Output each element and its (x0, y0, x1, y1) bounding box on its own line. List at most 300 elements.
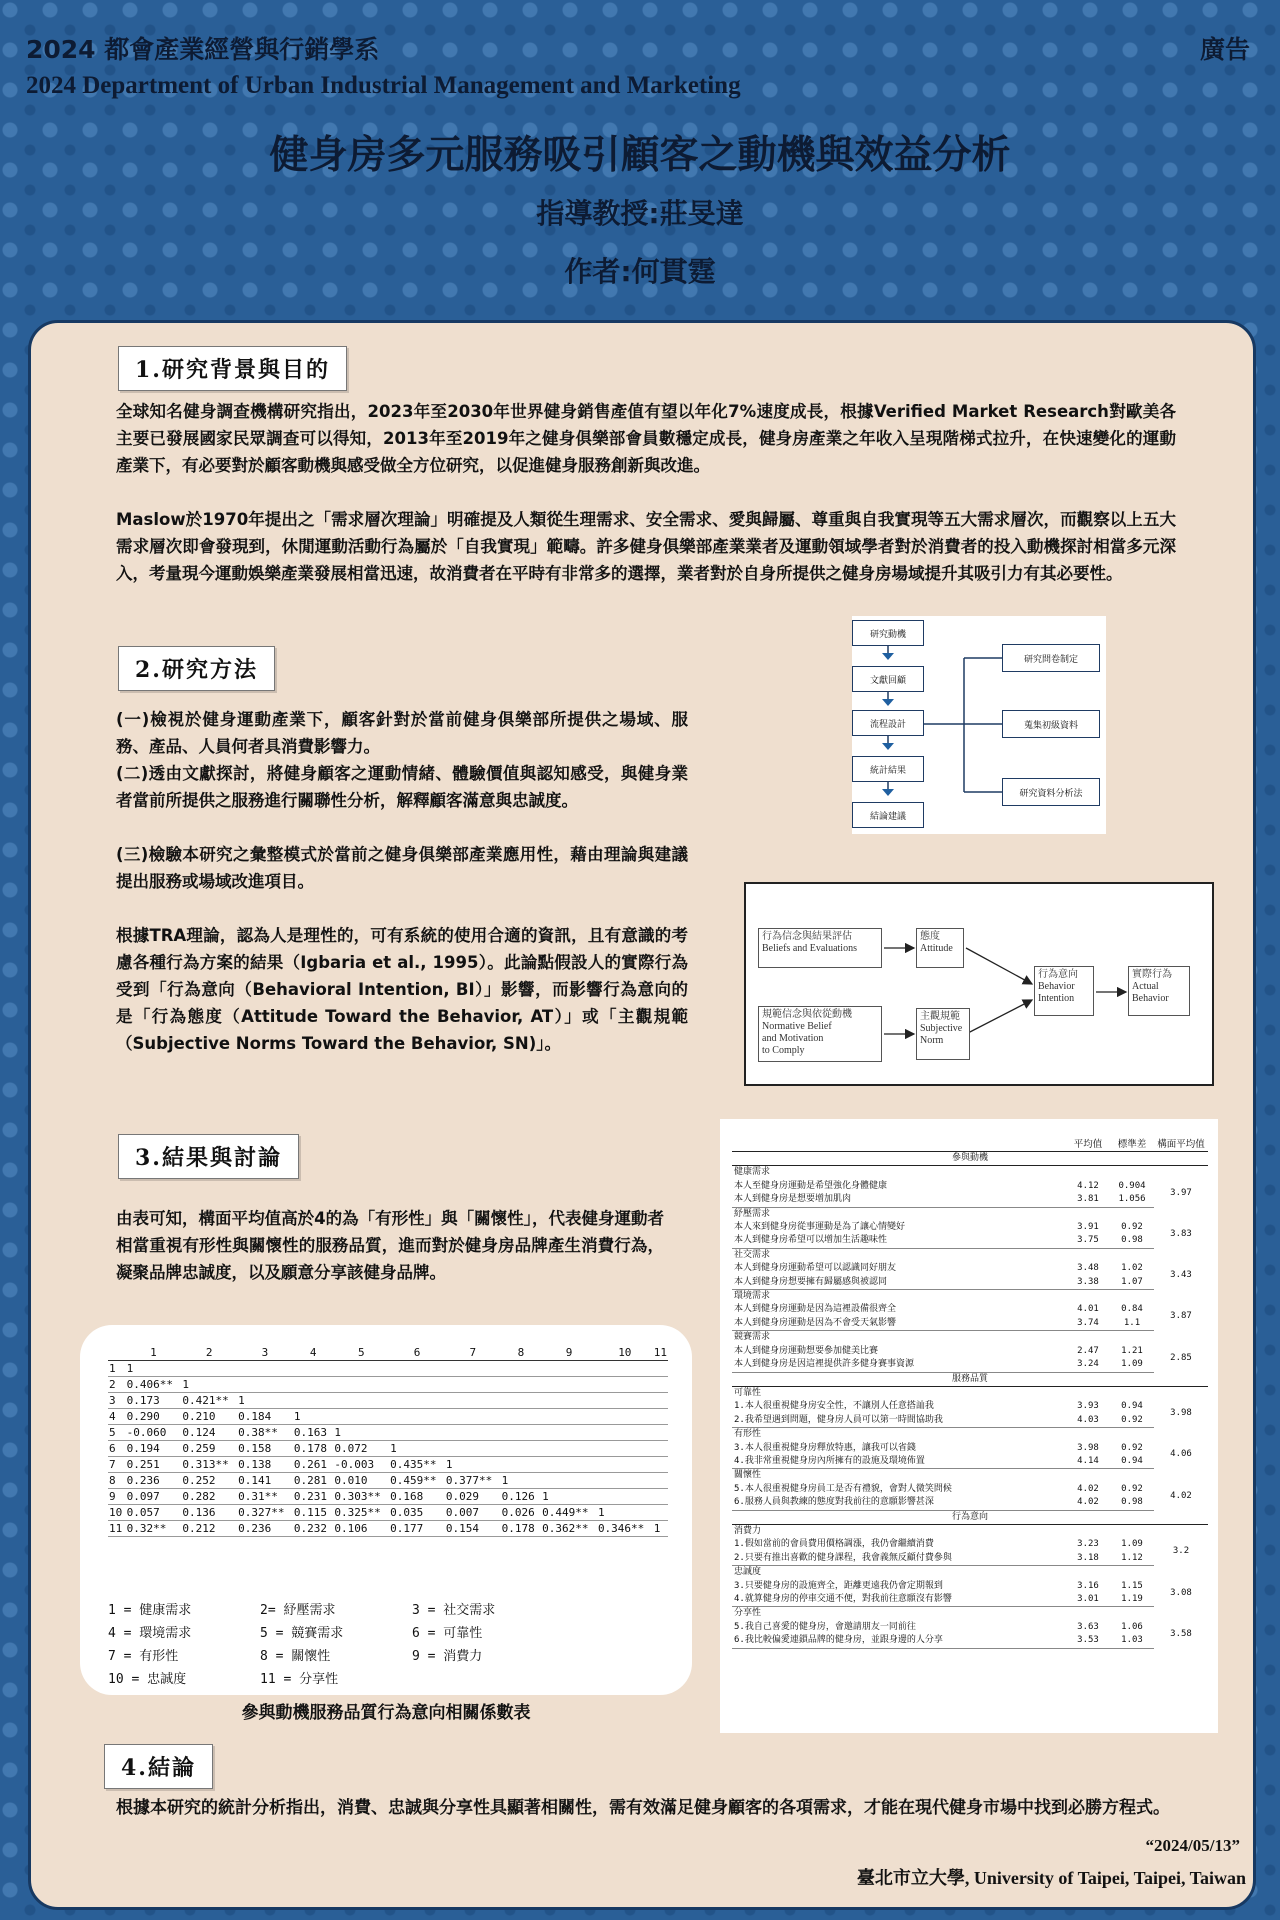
correlation-row-label: 1 (108, 1361, 126, 1377)
flow-node-literature: 文獻回顧 (852, 666, 924, 692)
correlation-cell: 0.178 (293, 1441, 334, 1457)
stats-item-label: 2.只要有推出喜歡的健身課程，我會義無反顧付費參與 (732, 1552, 1066, 1566)
legend-item: 9 = 消費力 (412, 1649, 483, 1664)
stats-mean: 4.14 (1066, 1455, 1110, 1469)
correlation-cell (653, 1457, 668, 1473)
correlation-cell (597, 1361, 653, 1377)
correlation-cell: 0.236 (126, 1473, 182, 1489)
correlation-cell: 0.236 (237, 1521, 293, 1537)
correlation-row (108, 1473, 668, 1489)
stats-item-label: 1.假如當前的會員費用價格調漲，我仍會繼續消費 (734, 1539, 934, 1550)
flow-node-results: 統計結果 (852, 756, 924, 782)
correlation-cell (653, 1361, 668, 1377)
tra-intention-node: 行為意向 Behavior Intention (1034, 966, 1094, 1016)
correlation-cell (333, 1393, 389, 1409)
stats-item-label: 5.本人很重視健身房員工是否有禮貌，會對人微笑問候 (734, 1483, 952, 1494)
correlation-cell (597, 1425, 653, 1441)
stats-sd: 0.92 (1121, 1483, 1143, 1494)
correlation-cell: 0.251 (126, 1457, 182, 1473)
flow-node-motivation: 研究動機 (852, 620, 924, 646)
correlation-cell: 1 (541, 1489, 597, 1505)
correlation-cell (389, 1361, 445, 1377)
correlation-cell (501, 1361, 542, 1377)
correlation-row-label: 9 (108, 1489, 126, 1505)
stats-mean: 3.74 (1066, 1317, 1110, 1331)
stats-construct-mean: 3.87 (1170, 1311, 1192, 1322)
correlation-cell: 0.057 (126, 1505, 182, 1521)
stats-row-grp (732, 1566, 1208, 1580)
correlation-col-header: 5 (333, 1345, 389, 1361)
stats-mean: 2.47 (1077, 1345, 1099, 1356)
stats-mean: 4.03 (1066, 1414, 1110, 1428)
stats-mean: 3.53 (1066, 1634, 1110, 1648)
correlation-cell: 0.232 (293, 1521, 334, 1537)
stats-row-grp (732, 1428, 1208, 1442)
stats-item-label: 3.只要健身房的設施齊全，距離更遠我仍會定期報到 (734, 1580, 943, 1591)
stats-row-item (732, 1593, 1208, 1607)
stats-construct-mean: 2.85 (1170, 1352, 1192, 1363)
stats-row-item (732, 1455, 1208, 1469)
stats-mean: 3.63 (1077, 1621, 1099, 1632)
correlation-cell (653, 1409, 668, 1425)
university-affiliation: 臺北市立大學, University of Taipei, Taipei, Taiwan (856, 1868, 1246, 1888)
tra-attitude-node: 態度 Attitude (916, 928, 964, 968)
legend-item: 6 = 可靠性 (412, 1626, 483, 1641)
correlation-cell (653, 1441, 668, 1457)
stats-row-item (732, 1303, 1208, 1316)
correlation-cell (597, 1473, 653, 1489)
stats-row-grp (732, 1386, 1208, 1400)
stats-sd: 0.94 (1121, 1401, 1143, 1412)
correlation-row (108, 1361, 668, 1377)
correlation-cell (653, 1377, 668, 1393)
stats-item-label: 本人到健身房是因這裡提供許多健身賽事資源 (732, 1358, 1066, 1372)
stats-construct-mean: 4.02 (1170, 1490, 1192, 1501)
correlation-row-label: 3 (108, 1393, 126, 1409)
correlation-cell (597, 1457, 653, 1473)
tra-actual-behavior-node: 實際行為 Actual Behavior (1128, 966, 1190, 1016)
correlation-row-label: 10 (108, 1505, 126, 1521)
correlation-cell: 0.290 (126, 1409, 182, 1425)
correlation-row (108, 1425, 668, 1441)
stats-item-label: 本人到健身房運動是因為不會受天氣影響 (732, 1317, 1066, 1331)
correlation-cell (541, 1409, 597, 1425)
correlation-cell (653, 1505, 668, 1521)
stats-row-item (732, 1317, 1208, 1331)
stats-item-label: 6.服務人員與教練的態度對我前往的意願影響甚深 (732, 1496, 1066, 1510)
author: 作者:何貫霆 (564, 255, 716, 288)
correlation-cell: 0.313** (181, 1457, 237, 1473)
correlation-cell (597, 1441, 653, 1457)
section-3-title: 3.結果與討論 (118, 1134, 299, 1179)
correlation-cell: 1 (389, 1441, 445, 1457)
flow-node-design: 流程設計 (852, 710, 924, 736)
stats-row-item (732, 1193, 1208, 1207)
conclusion-paragraph: 根據本研究的統計分析指出，消費、忠誠與分享性具顯著相關性，需有效滿足健身顧客的各項需求，才能在現代健身市場中找到必勝方程式。 (116, 1798, 1170, 1818)
stats-sd: 0.92 (1121, 1222, 1143, 1233)
correlation-cell: 0.177 (389, 1521, 445, 1537)
stats-row-grp (732, 1290, 1208, 1304)
stats-group-label: 社交需求 (734, 1249, 771, 1260)
tra-paragraph: 根據TRA理論，認為人是理性的，可有系統的使用合適的資訊，且有意識的考慮各種行為方案的結果（Igbaria et al., 1995）。此論點假設人的實際行為受到「行為意向（Behavioral Intention, BI）」影響，而影響行為意向的是「行為態度（Attitude Toward the Behavior, AT）」或「主觀規範（Subjective Norms Toward the Behavior, SN)」。 (116, 926, 688, 1053)
stats-item-label: 6.我比較偏愛連鎖品牌的健身房，並跟身邊的人分享 (732, 1634, 1066, 1648)
flow-node-data-collection: 蒐集初級資料 (1002, 710, 1100, 738)
correlation-row-label: 2 (108, 1377, 126, 1393)
stats-construct-mean: 3.08 (1170, 1587, 1192, 1598)
section-4-title: 4.結論 (104, 1744, 213, 1789)
correlation-cell: 0.141 (237, 1473, 293, 1489)
correlation-row (108, 1409, 668, 1425)
stats-item-label: 本人到健身房是想要增加肌肉 (732, 1193, 1066, 1207)
correlation-cell: 1 (181, 1377, 237, 1393)
stats-row-item (732, 1580, 1208, 1593)
correlation-col-header: 11 (653, 1346, 667, 1359)
flow-node-questionnaire: 研究問卷制定 (1002, 644, 1100, 672)
stats-sd: 0.92 (1110, 1414, 1154, 1428)
correlation-cell: 0.406** (126, 1377, 182, 1393)
correlation-cell: 0.346** (597, 1521, 653, 1537)
stats-group-label: 健康需求 (734, 1167, 771, 1178)
correlation-row-label: 8 (108, 1473, 126, 1489)
correlation-col-header: 3 (237, 1345, 293, 1361)
correlation-cell: 1 (333, 1425, 389, 1441)
correlation-cell (541, 1361, 597, 1377)
stats-sd: 1.03 (1110, 1634, 1154, 1648)
correlation-cell: 0.212 (181, 1521, 237, 1537)
stats-sd: 0.98 (1110, 1496, 1154, 1510)
correlation-cell (445, 1393, 501, 1409)
correlation-cell: 0.325** (333, 1505, 389, 1521)
correlation-cell: 0.173 (126, 1393, 182, 1409)
correlation-cell: 0.072 (333, 1441, 389, 1457)
correlation-cell: 0.106 (333, 1521, 389, 1537)
stats-row-item (732, 1483, 1208, 1496)
method-item-2: (二)透由文獻探討，將健身顧客之運動情緒、體驗價值與認知感受，與健身業者當前所提供之服務進行關聯性分析，解釋顧客滿意與忠誠度。 (116, 764, 688, 810)
stats-col-header: 標準差 (1110, 1135, 1154, 1152)
stats-mean: 3.48 (1077, 1263, 1099, 1274)
correlation-cell (541, 1441, 597, 1457)
correlation-cell (597, 1489, 653, 1505)
stats-row-item (732, 1221, 1208, 1234)
stats-row-item (732, 1262, 1208, 1275)
correlation-cell: 0.435** (389, 1457, 445, 1473)
correlation-cell: 0.38** (237, 1425, 293, 1441)
stats-header-row (732, 1135, 1208, 1152)
correlation-cell (541, 1377, 597, 1393)
correlation-cell: 1 (237, 1393, 293, 1409)
stats-sd: 1.21 (1121, 1345, 1143, 1356)
stats-sd: 1.056 (1110, 1193, 1154, 1207)
stats-col-header: 構面平均值 (1154, 1135, 1208, 1152)
flow-node-conclusion: 結論建議 (852, 802, 924, 828)
legend-item: 1 = 健康需求 (108, 1603, 192, 1618)
stats-sd: 1.02 (1121, 1263, 1143, 1274)
correlation-col-header: 2 (181, 1345, 237, 1361)
correlation-cell: -0.003 (333, 1457, 389, 1473)
correlation-col-header: 10 (597, 1345, 653, 1361)
stats-construct-mean: 3.83 (1170, 1228, 1192, 1239)
correlation-cell: 1 (501, 1473, 542, 1489)
stats-group-label: 分享性 (734, 1608, 762, 1619)
ad-label: 廣告 (1199, 35, 1250, 64)
correlation-row (108, 1505, 668, 1521)
legend-item: 10 = 忠誠度 (108, 1672, 187, 1687)
correlation-cell (501, 1441, 542, 1457)
stats-row-item (732, 1538, 1208, 1551)
correlation-cell (653, 1473, 668, 1489)
correlation-cell: 0.252 (181, 1473, 237, 1489)
stats-construct-mean: 3.58 (1170, 1628, 1192, 1639)
correlation-col-header: 7 (445, 1345, 501, 1361)
correlation-col-header: 6 (389, 1345, 445, 1361)
correlation-cell: 0.158 (237, 1441, 293, 1457)
correlation-cell: 0.362** (541, 1521, 597, 1537)
correlation-cell: 0.007 (445, 1505, 501, 1521)
correlation-cell: 0.163 (293, 1425, 334, 1441)
correlation-cell (333, 1377, 389, 1393)
stats-item-label: 5.我自己喜愛的健身房，會邀請朋友一同前往 (734, 1621, 916, 1632)
stats-mean: 3.91 (1077, 1222, 1099, 1233)
method-item-3: (三)檢驗本研究之彙整模式於當前之健身俱樂部產業應用性，藉由理論與建議提出服務或場域改進項目。 (116, 845, 688, 891)
correlation-cell (181, 1361, 237, 1377)
stats-row-item (732, 1442, 1208, 1455)
stats-col-header: 平均值 (1066, 1135, 1110, 1152)
correlation-cell: 0.097 (126, 1489, 182, 1505)
correlation-cell (293, 1377, 334, 1393)
legend-item: 3 = 社交需求 (412, 1603, 496, 1618)
correlation-cell (501, 1377, 542, 1393)
stats-mean: 4.02 (1066, 1496, 1110, 1510)
stats-group-label: 可靠性 (734, 1387, 762, 1398)
stats-section-label: 參與動機 (732, 1152, 1208, 1166)
correlation-cell: 1 (653, 1521, 668, 1537)
correlation-cell: 0.31** (237, 1489, 293, 1505)
section-1-paragraph-1: 全球知名健身調查機構研究指出，2023年至2030年世界健身銷售產值有望以年化7%速度成長，根據Verified Market Research對歐美各主要已發展國家民眾調查可以得知，2013年至2019年之健身俱樂部會員數穩定成長，健身房產業之年收入呈現階梯式拉升，在快速變化的運動產業下，有必要對於顧客動機與感受做全方位研究，以促進健身服務創新與改進。 (116, 402, 1176, 475)
department-zh: 2024 都會產業經營與行銷學系 (26, 35, 380, 64)
stats-sd: 1.07 (1110, 1276, 1154, 1290)
stats-item-label: 本人至健身房運動是希望強化身體健康 (734, 1180, 888, 1191)
correlation-row (108, 1441, 668, 1457)
correlation-col-header: 4 (293, 1345, 334, 1361)
correlation-row (108, 1377, 668, 1393)
stats-sd: 1.06 (1121, 1621, 1143, 1632)
stats-mean: 3.81 (1066, 1193, 1110, 1207)
correlation-cell: 0.281 (293, 1473, 334, 1489)
stats-group-label: 環境需求 (734, 1291, 771, 1302)
correlation-cell: 0.303** (333, 1489, 389, 1505)
correlation-cell (541, 1457, 597, 1473)
stats-sd: 0.84 (1121, 1304, 1143, 1315)
stats-row-sect (732, 1372, 1208, 1386)
correlation-legend (108, 1599, 678, 1691)
correlation-cell (293, 1361, 334, 1377)
stats-section-label: 行為意向 (732, 1510, 1208, 1524)
correlation-cell (501, 1409, 542, 1425)
stats-group-label: 關懷性 (734, 1470, 762, 1481)
correlation-cell (445, 1361, 501, 1377)
correlation-cell: 0.377** (445, 1473, 501, 1489)
correlation-cell (389, 1377, 445, 1393)
stats-row-grp (732, 1607, 1208, 1621)
stats-row-item (732, 1400, 1208, 1413)
stats-sd: 1.09 (1121, 1539, 1143, 1550)
correlation-row-label: 4 (108, 1409, 126, 1425)
correlation-cell (445, 1425, 501, 1441)
stats-mean: 3.18 (1066, 1552, 1110, 1566)
correlation-cell (653, 1425, 668, 1441)
stats-item-label: 4.就算健身房的停車交通不便，對我前往意願沒有影響 (732, 1593, 1066, 1607)
stats-item-label: 1.本人很重視健身房安全性，不讓別人任意搭訕我 (734, 1401, 934, 1412)
poster-title: 健身房多元服務吸引顧客之動機與效益分析 (269, 133, 1011, 178)
correlation-cell: 0.449** (541, 1505, 597, 1521)
stats-group-label: 忠誠度 (734, 1567, 762, 1578)
correlation-cell (389, 1409, 445, 1425)
correlation-cell: -0.060 (126, 1425, 182, 1441)
stats-sd: 0.904 (1118, 1180, 1146, 1191)
section-2-title: 2.研究方法 (118, 646, 275, 691)
stats-item-label: 本人來到健身房從事運動是為了讓心情變好 (734, 1222, 906, 1233)
correlation-row-label: 7 (108, 1457, 126, 1473)
correlation-header-row (108, 1345, 668, 1361)
correlation-cell: 1 (597, 1505, 653, 1521)
correlation-col-header: 1 (126, 1345, 182, 1361)
descriptive-stats-panel (720, 1119, 1218, 1733)
correlation-cell (389, 1393, 445, 1409)
correlation-row (108, 1489, 668, 1505)
legend-item: 11 = 分享性 (260, 1672, 339, 1687)
correlation-cell (541, 1425, 597, 1441)
method-item-1: (一)檢視於健身運動產業下，顧客針對於當前健身俱樂部所提供之場域、服務、產品、人員何者具消費影響力。 (116, 710, 688, 756)
stats-row-grp (732, 1524, 1208, 1538)
tra-subjective-norm-node: 主觀規範 Subjective Norm (916, 1008, 970, 1060)
correlation-cell (501, 1457, 542, 1473)
correlation-cell: 0.194 (126, 1441, 182, 1457)
descriptive-stats-table (732, 1135, 1208, 1649)
correlation-cell: 0.010 (333, 1473, 389, 1489)
correlation-cell (653, 1489, 668, 1505)
legend-item: 7 = 有形性 (108, 1649, 179, 1664)
correlation-cell: 1 (126, 1361, 182, 1377)
tra-normative-node: 規範信念與依從動機 Normative Belief and Motivation to Comply (758, 1006, 882, 1062)
correlation-cell (389, 1425, 445, 1441)
stats-mean: 3.01 (1066, 1593, 1110, 1607)
correlation-cell: 0.421** (181, 1393, 237, 1409)
stats-mean: 3.98 (1077, 1442, 1099, 1453)
correlation-col-header: 8 (501, 1345, 542, 1361)
correlation-cell: 0.210 (181, 1409, 237, 1425)
stats-construct-mean: 3.43 (1170, 1270, 1192, 1281)
flow-node-analysis: 研究資料分析法 (1002, 778, 1100, 806)
correlation-cell: 0.029 (445, 1489, 501, 1505)
stats-row-item (732, 1276, 1208, 1290)
stats-item-label: 本人到健身房希望可以增加生活趣味性 (732, 1234, 1066, 1248)
correlation-cell (333, 1361, 389, 1377)
correlation-cell: 0.126 (501, 1489, 542, 1505)
stats-item-label: 本人到健身房運動是因為這裡設備很齊全 (734, 1304, 897, 1315)
correlation-cell (237, 1377, 293, 1393)
correlation-cell (333, 1409, 389, 1425)
stats-construct-mean: 3.97 (1170, 1187, 1192, 1198)
stats-row-grp (732, 1207, 1208, 1221)
correlation-col-header: 9 (541, 1345, 597, 1361)
correlation-cell: 0.115 (293, 1505, 334, 1521)
correlation-cell: 0.154 (445, 1521, 501, 1537)
stats-sd: 0.92 (1121, 1442, 1143, 1453)
section-1-title: 1.研究背景與目的 (118, 346, 347, 391)
correlation-cell: 0.259 (181, 1441, 237, 1457)
correlation-row (108, 1393, 668, 1409)
correlation-cell: 0.184 (237, 1409, 293, 1425)
stats-item-label: 本人到健身房運動希望可以認識同好朋友 (734, 1263, 897, 1274)
correlation-cell: 0.327** (237, 1505, 293, 1521)
stats-sd: 1.12 (1110, 1552, 1154, 1566)
correlation-table (108, 1345, 668, 1537)
research-flowchart (852, 616, 1106, 834)
correlation-cell (597, 1409, 653, 1425)
stats-sd: 1.1 (1110, 1317, 1154, 1331)
department-en: 2024 Department of Urban Industrial Management and Marketing (26, 72, 741, 99)
stats-mean: 3.16 (1077, 1580, 1099, 1591)
correlation-cell: 0.282 (181, 1489, 237, 1505)
poster-date: “2024/05/13” (1145, 1836, 1240, 1855)
stats-group-label: 紓壓需求 (734, 1208, 771, 1219)
stats-item-label: 2.我希望遇到問題，健身房人員可以第一時間協助我 (732, 1414, 1066, 1428)
section-1-paragraph-2: Maslow於1970年提出之「需求層次理論」明確提及人類從生理需求、安全需求、愛與歸屬、尊重與自我實現等五大需求層次，而觀察以上五大需求層次即會發現到，休閒運動活動行為屬於「自我實現」範疇。許多健身俱樂部產業業者及運動領域學者對於消費者的投入動機探討相當多元深入，考量現今運動娛樂產業發展相當迅速，故消費者在平時有非常多的選擇，業者對於自身所提供之健身房場域提升其吸引力有其必要性。 (116, 510, 1176, 583)
stats-row-sect (732, 1152, 1208, 1166)
stats-row-item (732, 1234, 1208, 1248)
stats-item-label: 本人到健身房想要擁有歸屬感與被認同 (732, 1276, 1066, 1290)
correlation-cell: 0.178 (501, 1521, 542, 1537)
stats-group-label: 消費力 (734, 1525, 762, 1536)
stats-item-label: 本人到健身房運動想要參加健美比賽 (734, 1345, 879, 1356)
correlation-cell (237, 1361, 293, 1377)
stats-item-label: 4.我非常重視健身房內所擁有的設施及環境佈置 (732, 1455, 1066, 1469)
stats-row-sect (732, 1510, 1208, 1524)
stats-mean: 3.24 (1066, 1358, 1110, 1372)
correlation-cell: 0.136 (181, 1505, 237, 1521)
correlation-row-label: 6 (108, 1441, 126, 1457)
stats-sd: 0.94 (1110, 1455, 1154, 1469)
correlation-cell (293, 1393, 334, 1409)
correlation-cell (445, 1441, 501, 1457)
correlation-cell: 0.035 (389, 1505, 445, 1521)
stats-row-item (732, 1358, 1208, 1372)
correlation-cell (541, 1473, 597, 1489)
stats-row-item (732, 1180, 1208, 1193)
stats-mean: 4.01 (1077, 1304, 1099, 1315)
correlation-cell: 0.459** (389, 1473, 445, 1489)
correlation-cell (597, 1377, 653, 1393)
stats-row-item (732, 1621, 1208, 1634)
stats-mean: 4.02 (1077, 1483, 1099, 1494)
correlation-cell: 0.231 (293, 1489, 334, 1505)
section-3-paragraph: 由表可知，構面平均值高於4的為「有形性」與「關懷性」，代表健身運動者相當重視有形性與關懷性的服務品質，進而對於健身房品牌產生消費行為，凝聚品牌忠誠度，以及願意分享該健身品牌。 (116, 1209, 664, 1282)
stats-sd: 1.19 (1110, 1593, 1154, 1607)
tra-model-diagram (744, 882, 1214, 1086)
correlation-cell (445, 1377, 501, 1393)
correlation-cell (445, 1409, 501, 1425)
correlation-cell (653, 1393, 668, 1409)
correlation-cell (541, 1393, 597, 1409)
stats-col-header (732, 1135, 1066, 1152)
correlation-cell: 1 (293, 1409, 334, 1425)
stats-item-label: 3.本人很重視健身房釋放特惠，讓我可以省錢 (734, 1442, 916, 1453)
correlation-cell: 1 (445, 1457, 501, 1473)
correlation-cell: 0.026 (501, 1505, 542, 1521)
stats-row-grp (732, 1166, 1208, 1180)
stats-group-label: 競賽需求 (734, 1332, 771, 1343)
stats-group-label: 有形性 (734, 1429, 762, 1440)
